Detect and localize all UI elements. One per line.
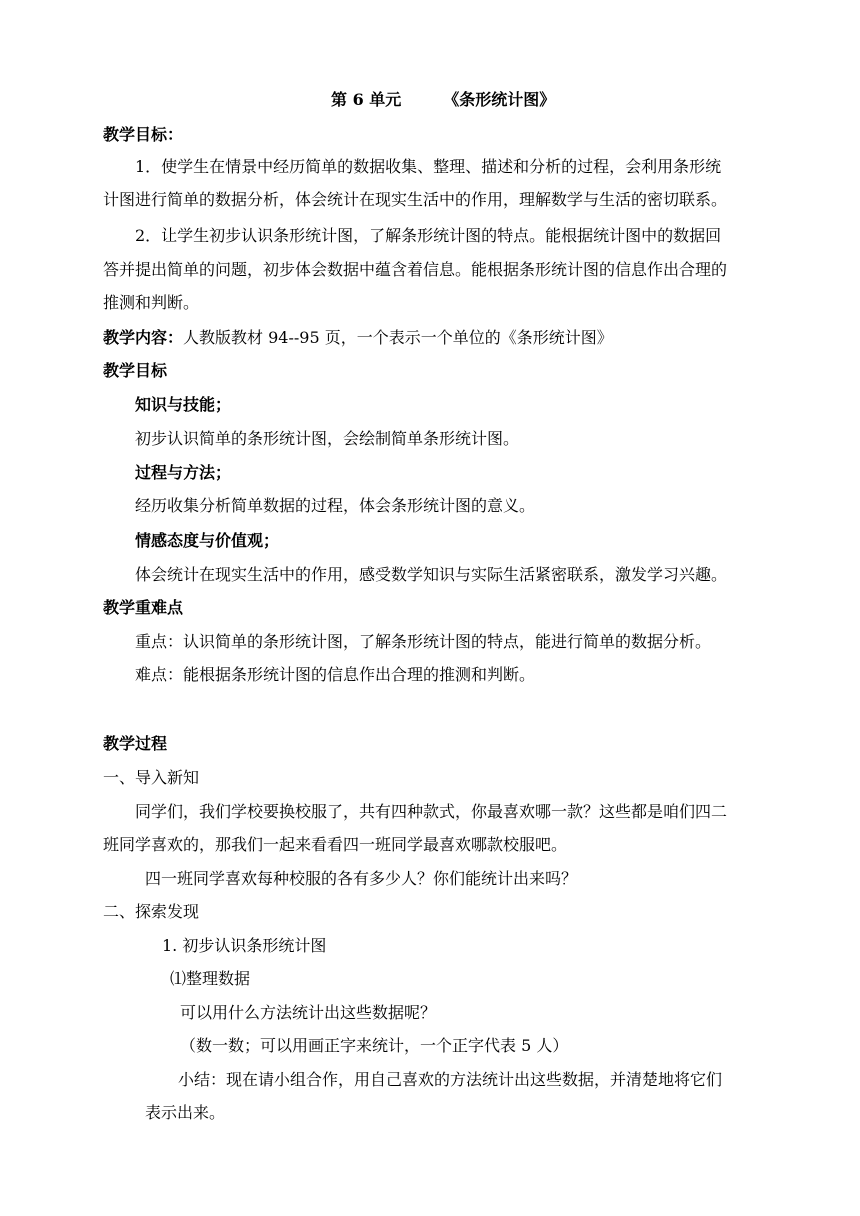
knowledge-heading: 知识与技能；	[135, 395, 232, 414]
content-line	[103, 327, 613, 349]
goal2-line2: 答并提出简单的问题，初步体会数据中蕴含着信息。能根据条形统计图的信息作出合理的	[103, 260, 728, 279]
answer-text: （数一数；可以用画正字来统计，一个正字代表 5 人）	[180, 1036, 569, 1055]
section1-para2: 四一班同学喜欢每种校服的各有多少人？你们能统计出来吗？	[145, 869, 578, 888]
section1-para1-line2: 班同学喜欢的，那我们一起来看看四一班同学最喜欢哪款校服吧。	[103, 835, 568, 854]
unit-title: 《条形统计图》	[443, 90, 556, 109]
emotion-heading: 情感态度与价值观；	[135, 531, 280, 550]
section2-heading: 二、探索发现	[103, 902, 200, 921]
key-points-heading: 教学重难点	[103, 598, 184, 617]
process-text: 经历收集分析简单数据的过程，体会条形统计图的意义。	[135, 496, 536, 515]
goal2-line1: 2．让学生初步认识条形统计图，了解条形统计图的特点。能根据统计图中的数据回	[135, 226, 722, 245]
key-point-text: 重点：认识简单的条形统计图，了解条形统计图的特点，能进行简单的数据分析。	[135, 632, 712, 651]
difficult-point-text: 难点：能根据条形统计图的信息作出合理的推测和判断。	[135, 665, 536, 684]
question-text: 可以用什么方法统计出这些数据呢？	[180, 1003, 437, 1022]
goal2-line3: 推测和判断。	[103, 293, 200, 312]
goal1-line2: 计图进行简单的数据分析，体会统计在现实生活中的作用，理解数学与生活的密切联系。	[103, 190, 728, 209]
section1-para1-line1: 同学们，我们学校要换校服了，共有四种款式，你最喜欢哪一款？这些都是咱们四二	[135, 802, 728, 821]
knowledge-text: 初步认识简单的条形统计图，会绘制简单条形统计图。	[135, 429, 520, 448]
goals-heading: 教学目标：	[103, 125, 184, 144]
page-title	[331, 89, 555, 111]
summary-line2: 表示出来。	[145, 1103, 226, 1122]
subsection1-heading: 1. 初步认识条形统计图	[162, 936, 327, 955]
section1-heading: 一、导入新知	[103, 768, 200, 787]
process-heading: 过程与方法；	[135, 463, 232, 482]
procedure-heading: 教学过程	[103, 734, 168, 753]
emotion-text: 体会统计在现实生活中的作用，感受数学知识与实际生活紧密联系，激发学习兴趣。	[135, 565, 728, 584]
content-label: 教学内容：	[103, 328, 184, 347]
unit-label: 第 6 单元	[331, 90, 402, 109]
objectives-heading: 教学目标	[103, 361, 168, 380]
subsection1-1-heading: ⑴整理数据	[170, 969, 251, 988]
content-text: 人教版教材 94--95 页，一个表示一个单位的《条形统计图》	[183, 328, 613, 347]
summary-line1: 小结：现在请小组合作，用自己喜欢的方法统计出这些数据，并清楚地将它们	[178, 1070, 723, 1089]
goal1-line1: 1．使学生在情景中经历简单的数据收集、整理、描述和分析的过程，会利用条形统	[135, 157, 722, 176]
